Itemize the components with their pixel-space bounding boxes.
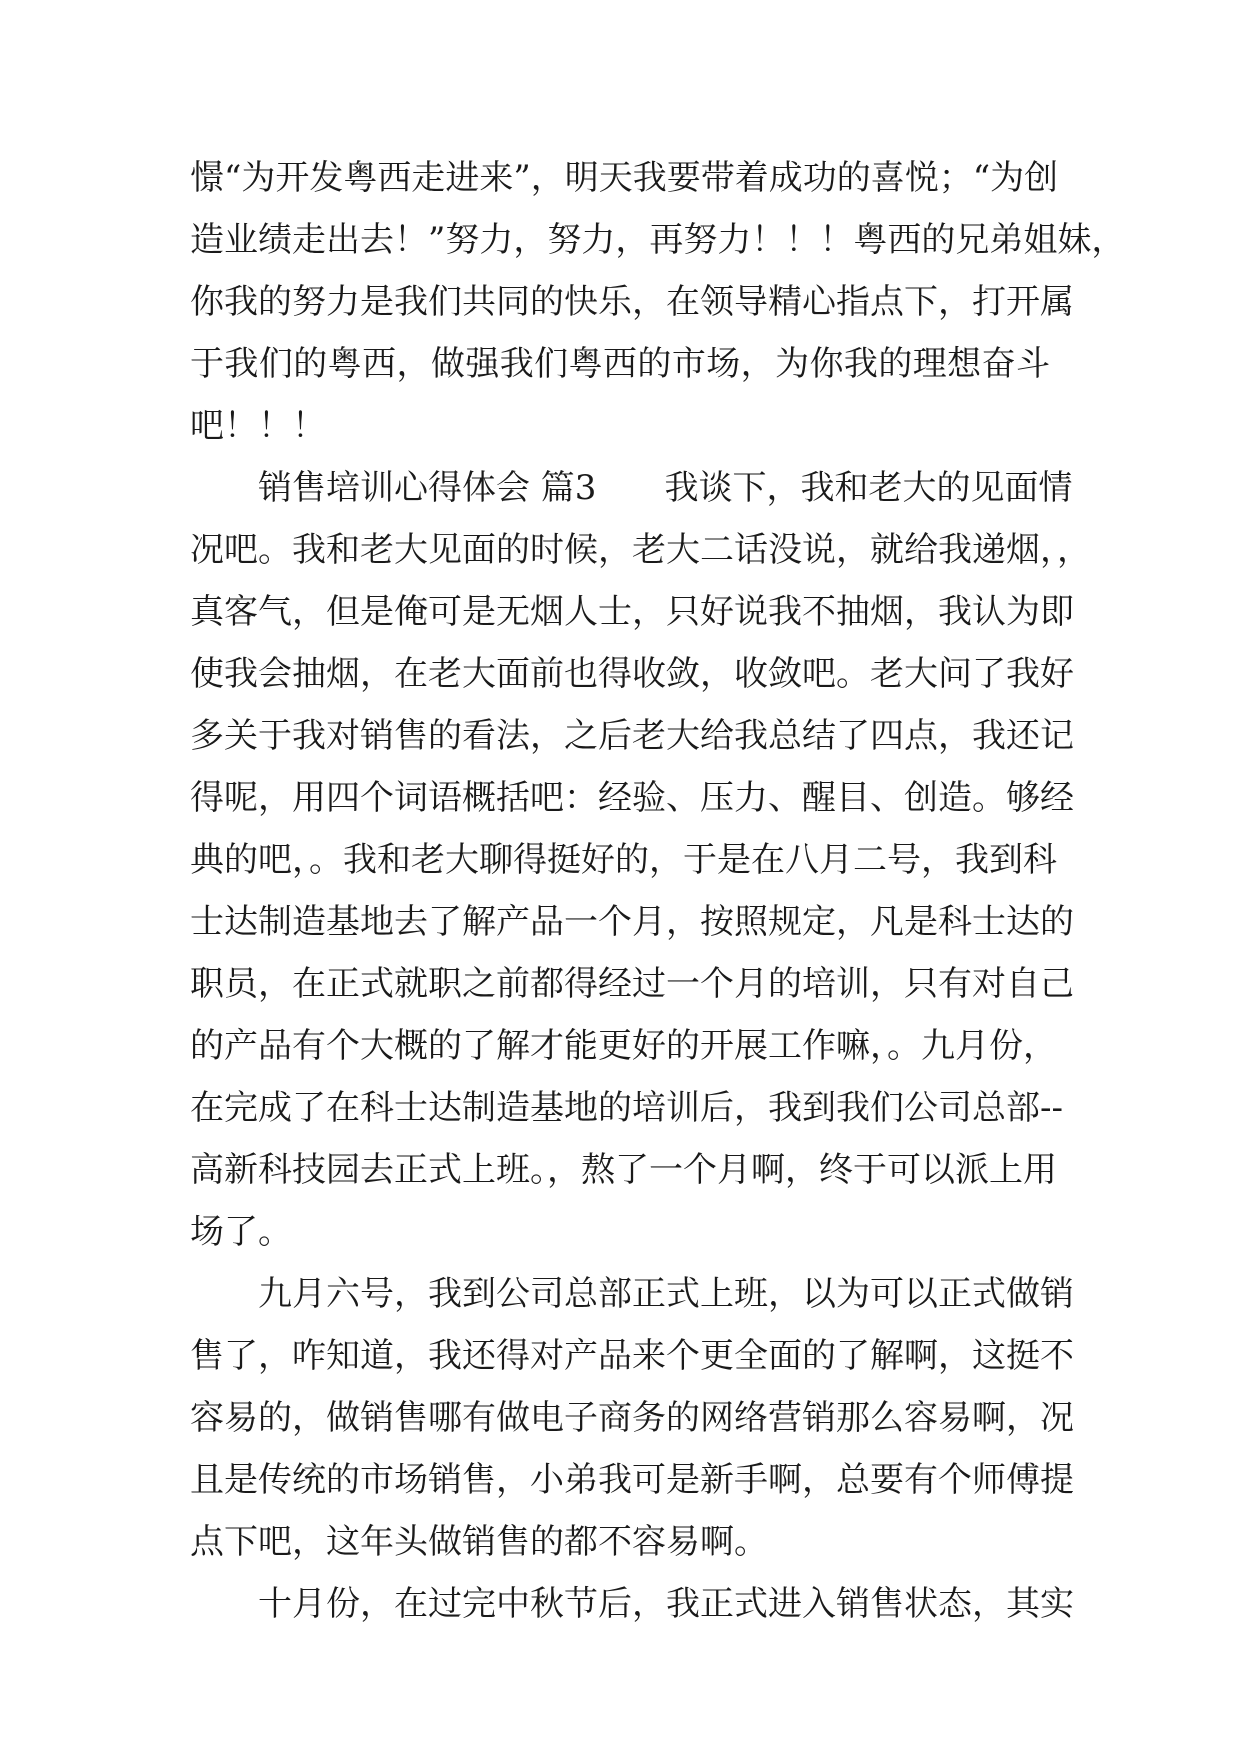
text-line: 憬“为开发粤西走进来”，明天我要带着成功的喜悦；“为创 bbox=[190, 158, 1059, 198]
text-line: 十月份，在过完中秋节后，我正式进入销售状态，其实 bbox=[258, 1584, 1074, 1624]
text-line: 你我的努力是我们共同的快乐，在领导精心指点下，打开属 bbox=[190, 282, 1074, 322]
text-line: 况吧。我和老大见面的时候，老大二话没说，就给我递烟，， bbox=[190, 530, 1091, 570]
text-line: 造业绩走出去！”努力，努力，再努力！！！粤西的兄弟姐妹， bbox=[190, 220, 1126, 260]
text-line: 得呢，用四个词语概括吧：经验、压力、醒目、创造。够经 bbox=[190, 778, 1074, 818]
section-heading-line: 销售培训心得体会 篇3 我谈下，我和老大的见面情 bbox=[258, 468, 1073, 508]
text-line: 点下吧，这年头做销售的都不容易啊。 bbox=[190, 1522, 768, 1562]
text-line: 吧！！！ bbox=[190, 406, 326, 446]
text-line: 且是传统的市场销售，小弟我可是新手啊，总要有个师傅提 bbox=[190, 1460, 1074, 1500]
text-line: 容易的，做销售哪有做电子商务的网络营销那么容易啊，况 bbox=[190, 1398, 1074, 1438]
text-line: 高新科技园去正式上班。，熬了一个月啊，终于可以派上用 bbox=[190, 1150, 1057, 1190]
text-line: 使我会抽烟，在老大面前也得收敛，收敛吧。老大问了我好 bbox=[190, 654, 1074, 694]
text-line: 在完成了在科士达制造基地的培训后，我到我们公司总部-- bbox=[190, 1088, 1063, 1128]
text-line: 士达制造基地去了解产品一个月，按照规定，凡是科士达的 bbox=[190, 902, 1074, 942]
text-line: 多关于我对销售的看法，之后老大给我总结了四点，我还记 bbox=[190, 716, 1074, 756]
text-line: 于我们的粤西，做强我们粤西的市场，为你我的理想奋斗 bbox=[190, 344, 1050, 384]
text-line: 售了，咋知道，我还得对产品来个更全面的了解啊，这挺不 bbox=[190, 1336, 1074, 1376]
text-line: 九月六号，我到公司总部正式上班，以为可以正式做销 bbox=[258, 1274, 1074, 1314]
text-line: 典的吧，。我和老大聊得挺好的，于是在八月二号，我到科 bbox=[190, 840, 1057, 880]
text-line: 场了。 bbox=[190, 1212, 292, 1252]
text-line: 真客气，但是俺可是无烟人士，只好说我不抽烟，我认为即 bbox=[190, 592, 1074, 632]
text-line: 的产品有个大概的了解才能更好的开展工作嘛，。九月份， bbox=[190, 1026, 1057, 1066]
text-line: 职员，在正式就职之前都得经过一个月的培训，只有对自己 bbox=[190, 964, 1074, 1004]
